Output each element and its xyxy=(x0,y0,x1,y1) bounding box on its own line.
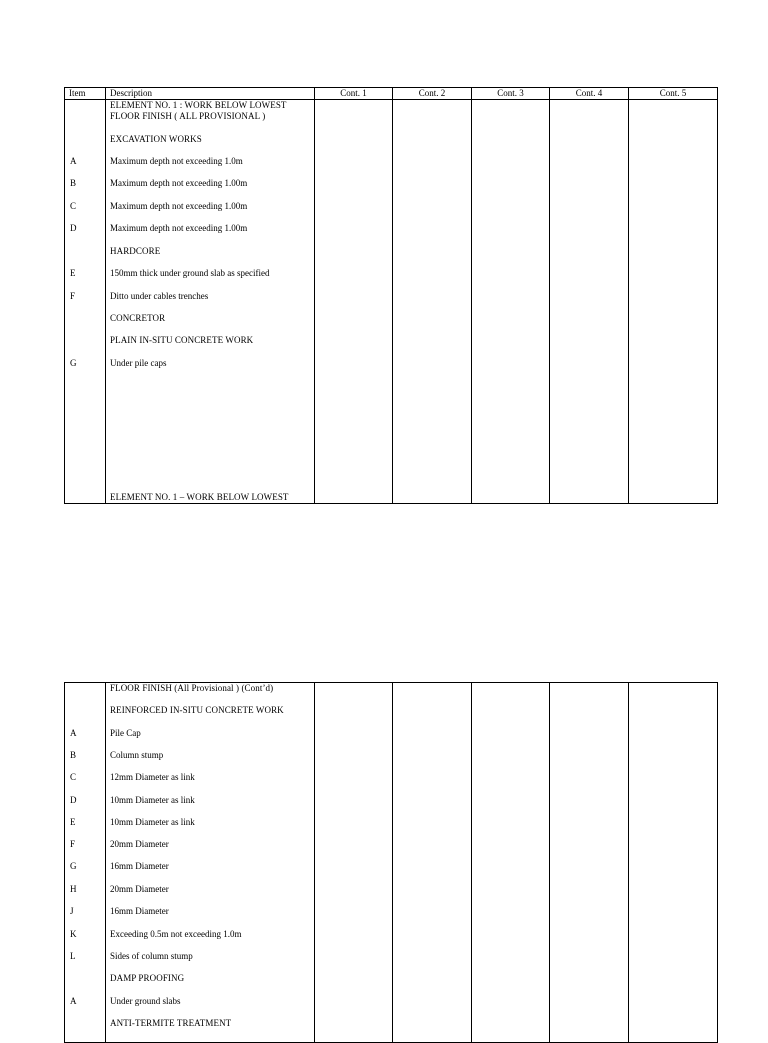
table-header-row xyxy=(65,88,718,100)
item-description: 16mm Diameter xyxy=(110,906,169,916)
boq-table-1 xyxy=(64,87,718,504)
item-description: Maximum depth not exceeding 1.00m xyxy=(110,223,248,233)
item-description: 10mm Diameter as link xyxy=(110,795,195,805)
section-heading: ANTI-TERMITE TREATMENT xyxy=(110,1018,232,1028)
item-description: Column stump xyxy=(110,750,164,760)
description-column xyxy=(106,683,315,1043)
cont-2-column xyxy=(393,683,472,1043)
item-description: 16mm Diameter xyxy=(110,861,169,871)
item-code: C xyxy=(70,772,77,782)
item-code: G xyxy=(70,861,77,871)
cont-4-column-header: Cont. 4 xyxy=(550,88,629,100)
cont-5-column xyxy=(629,100,718,504)
item-code: K xyxy=(70,929,77,939)
item-code: C xyxy=(70,201,77,211)
cont-1-column-header: Cont. 1 xyxy=(315,88,393,100)
item-code: B xyxy=(70,178,77,188)
item-description: Exceeding 0.5m not exceeding 1.0m xyxy=(110,929,242,939)
item-description: Maximum depth not exceeding 1.00m xyxy=(110,201,248,211)
item-code: L xyxy=(70,951,76,961)
cont-1-column xyxy=(315,100,393,504)
item-code: F xyxy=(70,291,76,301)
item-code: H xyxy=(70,884,77,894)
item-code: E xyxy=(70,817,76,827)
item-description: Under ground slabs xyxy=(110,996,181,1006)
element-heading: ELEMENT NO. 1 : WORK BELOW LOWEST xyxy=(110,100,287,110)
item-code: J xyxy=(70,906,74,916)
cont-2-column xyxy=(393,100,472,504)
item-code: A xyxy=(70,728,77,738)
section-heading: EXCAVATION WORKS xyxy=(110,134,202,144)
item-description: Under pile caps xyxy=(110,358,167,368)
element-heading: FLOOR FINISH ( ALL PROVISIONAL ) xyxy=(110,111,266,121)
item-code: E xyxy=(70,268,76,278)
item-description: 150mm thick under ground slab as specified xyxy=(110,268,270,278)
boq-table-2 xyxy=(64,682,718,1043)
item-code: B xyxy=(70,750,77,760)
item-column-header: Item xyxy=(65,88,106,100)
section-heading: DAMP PROOFING xyxy=(110,973,185,983)
item-description: 10mm Diameter as link xyxy=(110,817,195,827)
item-column xyxy=(65,683,106,1043)
section-heading: HARDCORE xyxy=(110,246,161,256)
cont-4-column xyxy=(550,100,629,504)
element-footer: ELEMENT NO. 1 – WORK BELOW LOWEST xyxy=(110,492,289,502)
item-description: 12mm Diameter as link xyxy=(110,772,195,782)
section-heading: CONCRETOR xyxy=(110,313,166,323)
cont-3-column xyxy=(472,100,550,504)
description-column-header: Description xyxy=(106,88,315,100)
item-code: A xyxy=(70,996,77,1006)
item-code: D xyxy=(70,795,77,805)
table-body-row xyxy=(65,683,718,1043)
section-heading: PLAIN IN-SITU CONCRETE WORK xyxy=(110,335,254,345)
item-description: Pile Cap xyxy=(110,728,141,738)
item-code: F xyxy=(70,839,76,849)
cont-3-column-header: Cont. 3 xyxy=(472,88,550,100)
item-description: Maximum depth not exceeding 1.0m xyxy=(110,156,243,166)
item-code: D xyxy=(70,223,77,233)
table-body-row xyxy=(65,100,718,504)
cont-2-column-header: Cont. 2 xyxy=(393,88,472,100)
item-description: Sides of column stump xyxy=(110,951,193,961)
cont-1-column xyxy=(315,683,393,1043)
cont-4-column xyxy=(550,683,629,1043)
item-description: Maximum depth not exceeding 1.00m xyxy=(110,178,248,188)
element-heading: FLOOR FINISH (All Provisional ) (Cont’d) xyxy=(110,683,274,693)
section-heading: REINFORCED IN-SITU CONCRETE WORK xyxy=(110,705,284,715)
description-column xyxy=(106,100,315,504)
cont-3-column xyxy=(472,683,550,1043)
item-description: Ditto under cables trenches xyxy=(110,291,209,301)
cont-5-column-header: Cont. 5 xyxy=(629,88,718,100)
cont-5-column xyxy=(629,683,718,1043)
item-code: G xyxy=(70,358,77,368)
item-column xyxy=(65,100,106,504)
item-code: A xyxy=(70,156,77,166)
item-description: 20mm Diameter xyxy=(110,839,169,849)
item-description: 20mm Diameter xyxy=(110,884,169,894)
